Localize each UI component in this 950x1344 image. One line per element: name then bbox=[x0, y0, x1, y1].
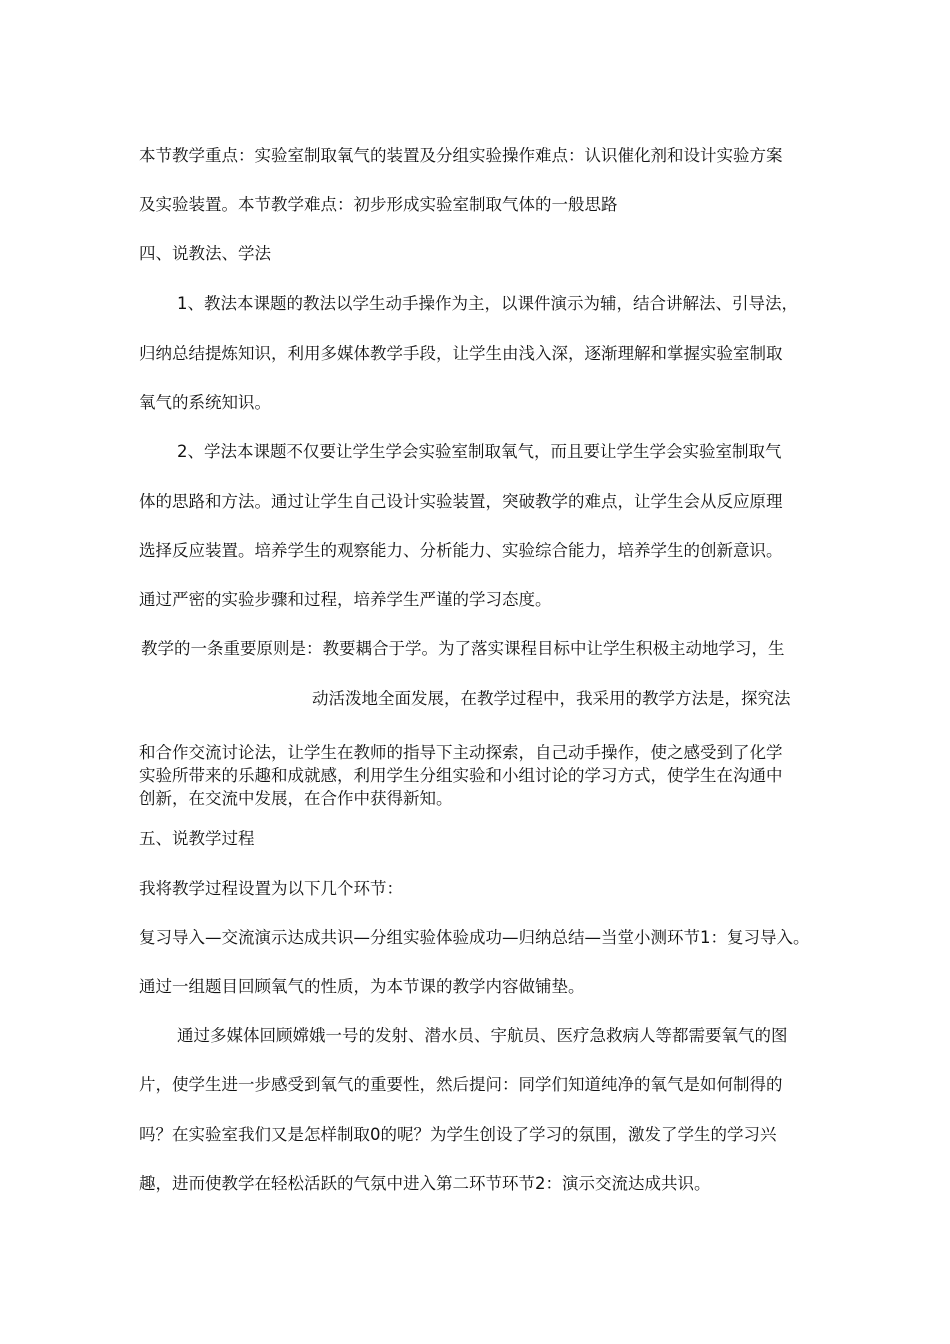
text-line-19: 通过一组题目回顾氧气的性质，为本节课的教学内容做铺垫。 bbox=[139, 977, 585, 996]
text-line-9: 选择反应装置。培养学生的观察能力、分析能力、实验综合能力，培养学生的创新意识。 bbox=[139, 541, 783, 560]
text-line-6: 氧气的系统知识。 bbox=[139, 393, 271, 412]
text-line-10: 通过严密的实验步骤和过程，培养学生严谨的学习态度。 bbox=[139, 590, 552, 609]
text-line-18: 复习导入—交流演示达成共识—分组实验体验成功—归纳总结—当堂小测环节1：复习导入。 bbox=[139, 928, 810, 947]
text-line-20: 通过多媒体回顾嫦娥一号的发射、潜水员、宇航员、医疗急救病人等都需要氧气的图 bbox=[177, 1026, 788, 1045]
text-line-22: 吗？在实验室我们又是怎样制取0的呢？为学生创设了学习的氛围，激发了学生的学习兴 bbox=[139, 1125, 777, 1144]
text-line-15: 创新，在交流中发展，在合作中获得新知。 bbox=[139, 789, 453, 808]
text-line-7: 2、学法本课题不仅要让学生学会实验室制取氧气，而且要让学生学会实验室制取气 bbox=[177, 442, 782, 461]
text-line-2: 及实验装置。本节教学难点：初步形成实验室制取气体的一般思路 bbox=[139, 195, 618, 214]
section-heading-4: 四、说教法、学法 bbox=[139, 244, 271, 263]
text-line-11: 教学的一条重要原则是：教要耦合于学。为了落实课程目标中让学生积极主动地学习，生 bbox=[141, 639, 785, 658]
text-line-12: 动活泼地全面发展，在教学过程中，我采用的教学方法是，探究法 bbox=[312, 689, 791, 708]
text-line-23: 趣，进而使教学在轻松活跃的气氛中进入第二环节环节2：演示交流达成共识。 bbox=[139, 1174, 711, 1193]
text-line-8: 体的思路和方法。通过让学生自己设计实验装置，突破教学的难点，让学生会从反应原理 bbox=[139, 492, 783, 511]
text-line-13: 和合作交流讨论法，让学生在教师的指导下主动探索，自己动手操作，使之感受到了化学 bbox=[139, 743, 783, 762]
text-line-4: 1、教法本课题的教法以学生动手操作为主，以课件演示为辅，结合讲解法、引导法， bbox=[177, 294, 798, 313]
section-heading-5: 五、说教学过程 bbox=[139, 829, 255, 848]
text-line-21: 片，使学生进一步感受到氧气的重要性，然后提问：同学们知道纯净的氧气是如何制得的 bbox=[139, 1075, 783, 1094]
text-line-5: 归纳总结提炼知识，利用多媒体教学手段，让学生由浅入深，逐渐理解和掌握实验室制取 bbox=[139, 344, 783, 363]
text-line-1: 本节教学重点：实验室制取氧气的装置及分组实验操作难点：认识催化剂和设计实验方案 bbox=[139, 146, 783, 165]
text-line-17: 我将教学过程设置为以下几个环节： bbox=[139, 879, 403, 898]
text-line-14: 实验所带来的乐趣和成就感，利用学生分组实验和小组讨论的学习方式，使学生在沟通中 bbox=[139, 766, 783, 785]
